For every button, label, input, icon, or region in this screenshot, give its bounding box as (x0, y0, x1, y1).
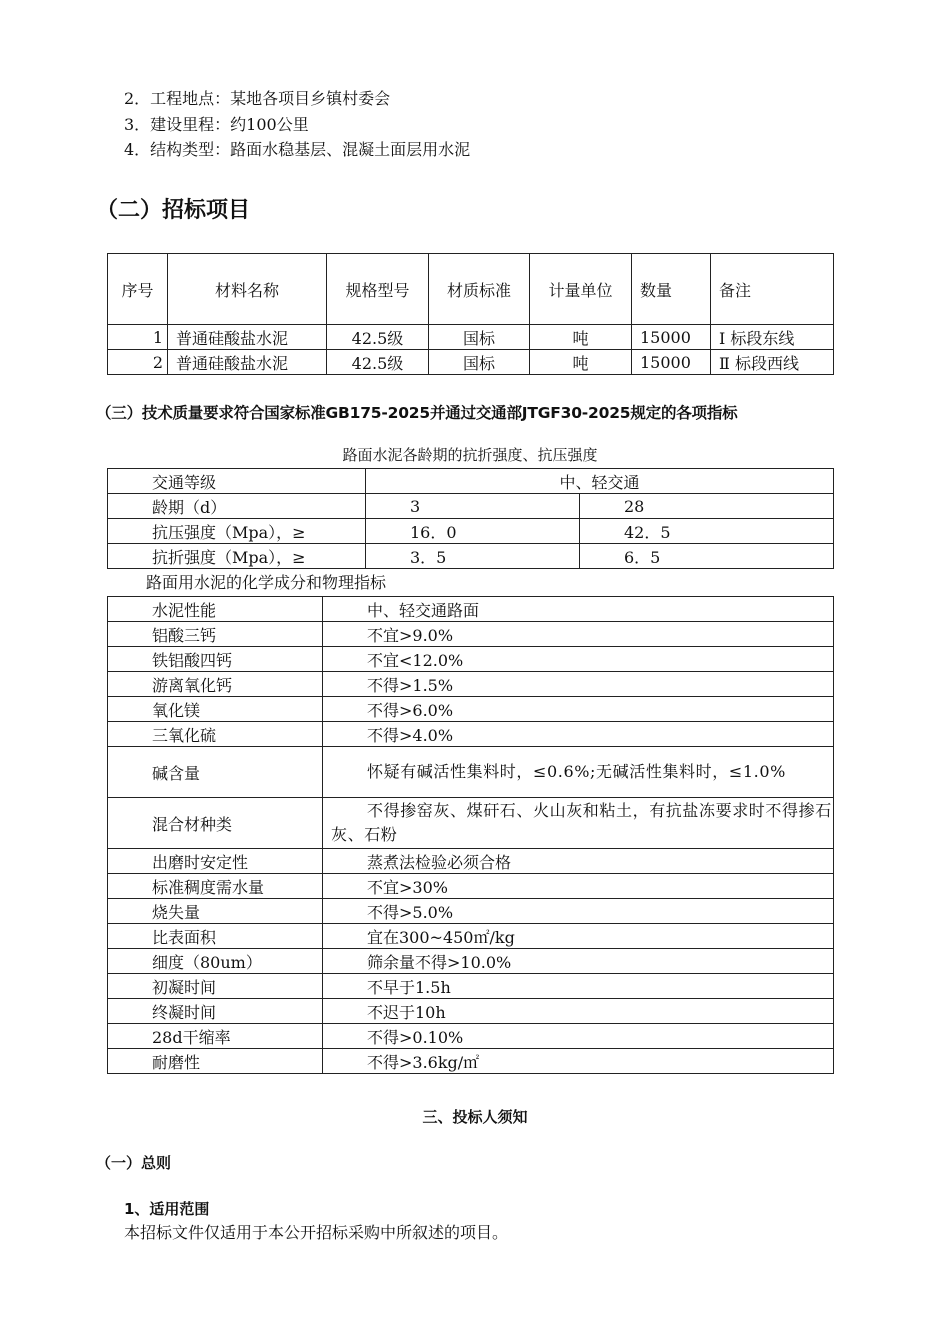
scope-text: 本招标文件仅适用于本公开招标采购中所叙述的项目。 (124, 1223, 509, 1242)
property-value: 不早于1.5h (323, 974, 834, 999)
property-label: 标准稠度需水量 (108, 874, 323, 899)
table-row (108, 874, 834, 899)
col-header-remark: 备注 (711, 254, 834, 325)
property-label: 细度（80um） (108, 949, 323, 974)
property-value: 蒸煮法检验必须合格 (323, 849, 834, 874)
property-value-text: 不得掺窑灰、煤矸石、火山灰和粘土，有抗盐冻要求时不得掺石灰、石粉 (331, 801, 832, 844)
cell-index: 2 (108, 350, 168, 375)
table-row (108, 899, 834, 924)
cell-spec: 42.5级 (327, 350, 429, 375)
cell-day28: 28 (580, 494, 834, 519)
chapter-heading: 三、投标人须知 (422, 1108, 528, 1126)
chem-table (107, 596, 834, 1074)
strength-table-caption: 路面水泥各龄期的抗折强度、抗压强度 (342, 446, 598, 464)
cell-day3: 3 (366, 494, 580, 519)
cell-index: 1 (108, 325, 168, 350)
cell-material: 普通硅酸盐水泥 (168, 325, 327, 350)
property-value: 不宜<12.0% (323, 647, 834, 672)
property-value: 中、轻交通路面 (323, 597, 834, 622)
col-header-spec: 规格型号 (327, 254, 429, 325)
row-label: 抗折强度（Mpa），≥ (108, 544, 366, 569)
bid-table-header-row (108, 254, 834, 325)
property-value: 不得>3.6kg/㎡ (323, 1049, 834, 1074)
property-value (323, 747, 834, 798)
property-value: 不得>0.10% (323, 1024, 834, 1049)
property-label: 终凝时间 (108, 999, 323, 1024)
table-row (108, 722, 834, 747)
table-row (108, 697, 834, 722)
cell-quantity: 15000 (632, 350, 711, 375)
property-value: 不得>1.5% (323, 672, 834, 697)
col-header-standard: 材质标准 (429, 254, 530, 325)
table-row (108, 1049, 834, 1074)
table-row (108, 544, 834, 569)
traffic-level-label: 交通等级 (108, 469, 366, 494)
cell-unit: 吨 (530, 350, 632, 375)
col-header-index: 序号 (108, 254, 168, 325)
cell-day28: 42．5 (580, 519, 834, 544)
cell-day28: 6．5 (580, 544, 834, 569)
property-value: 不得>6.0% (323, 697, 834, 722)
property-label: 氧化镁 (108, 697, 323, 722)
table-row (108, 949, 834, 974)
general-heading: （一）总则 (96, 1154, 172, 1172)
table-row (108, 622, 834, 647)
cell-remark: Ⅱ 标段西线 (711, 350, 834, 375)
property-value: 筛余量不得>10.0% (323, 949, 834, 974)
col-header-material: 材料名称 (168, 254, 327, 325)
property-label: 出磨时安定性 (108, 849, 323, 874)
cell-standard: 国标 (429, 325, 530, 350)
table-row (108, 519, 834, 544)
section-two-heading: （二）招标项目 (96, 198, 251, 223)
row-label: 龄期（d） (108, 494, 366, 519)
property-label: 三氧化硫 (108, 722, 323, 747)
cell-standard: 国标 (429, 350, 530, 375)
property-label: 烧失量 (108, 899, 323, 924)
table-row (108, 597, 834, 622)
property-value: 不得>5.0% (323, 899, 834, 924)
property-label: 耐磨性 (108, 1049, 323, 1074)
table-row (108, 672, 834, 697)
col-header-quantity: 数量 (632, 254, 711, 325)
cell-day3: 16．0 (366, 519, 580, 544)
property-value: 不宜>30% (323, 874, 834, 899)
scope-heading: 1、适用范围 (124, 1200, 210, 1218)
table-row (108, 494, 834, 519)
traffic-level-value: 中、轻交通 (366, 469, 834, 494)
property-value: 不得>4.0% (323, 722, 834, 747)
cell-day3: 3．5 (366, 544, 580, 569)
property-value: 不迟于10h (323, 999, 834, 1024)
chem-table-caption: 路面用水泥的化学成分和物理指标 (146, 573, 387, 592)
property-label: 游离氧化钙 (108, 672, 323, 697)
property-label: 碱含量 (108, 747, 323, 798)
table-row (108, 798, 834, 849)
table-row (108, 747, 834, 798)
table-row (108, 924, 834, 949)
cell-quantity: 15000 (632, 325, 711, 350)
row-label: 抗压强度（Mpa），≥ (108, 519, 366, 544)
property-label: 28d干缩率 (108, 1024, 323, 1049)
property-label: 初凝时间 (108, 974, 323, 999)
strength-table (107, 468, 834, 569)
property-value-text: 怀疑有碱活性集料时，≤0.6%;无碱活性集料时，≤1.0% (367, 762, 786, 781)
table-row (108, 974, 834, 999)
property-label: 比表面积 (108, 924, 323, 949)
table-row (108, 325, 834, 350)
col-header-unit: 计量单位 (530, 254, 632, 325)
cell-material: 普通硅酸盐水泥 (168, 350, 327, 375)
bid-items-table (107, 253, 834, 375)
property-label: 混合材种类 (108, 798, 323, 849)
table-row (108, 999, 834, 1024)
property-label: 铝酸三钙 (108, 622, 323, 647)
property-value: 宜在300~450㎡/kg (323, 924, 834, 949)
property-value: 不宜>9.0% (323, 622, 834, 647)
cell-remark: Ⅰ 标段东线 (711, 325, 834, 350)
cell-unit: 吨 (530, 325, 632, 350)
property-label: 水泥性能 (108, 597, 323, 622)
table-row (108, 350, 834, 375)
table-row (108, 647, 834, 672)
table-row (108, 469, 834, 494)
cell-spec: 42.5级 (327, 325, 429, 350)
table-row (108, 1024, 834, 1049)
intro-item-structure: 4．结构类型：路面水稳基层、混凝土面层用水泥 (124, 140, 471, 159)
intro-item-length: 3．建设里程：约100公里 (124, 115, 309, 134)
table-row (108, 849, 834, 874)
intro-item-location: 2．工程地点：某地各项目乡镇村委会 (124, 89, 391, 108)
property-value (323, 798, 834, 849)
property-label: 铁铝酸四钙 (108, 647, 323, 672)
section-three-heading: （三）技术质量要求符合国家标准GB175-2025并通过交通部JTGF30-2025规定的各项指标 (96, 404, 738, 422)
